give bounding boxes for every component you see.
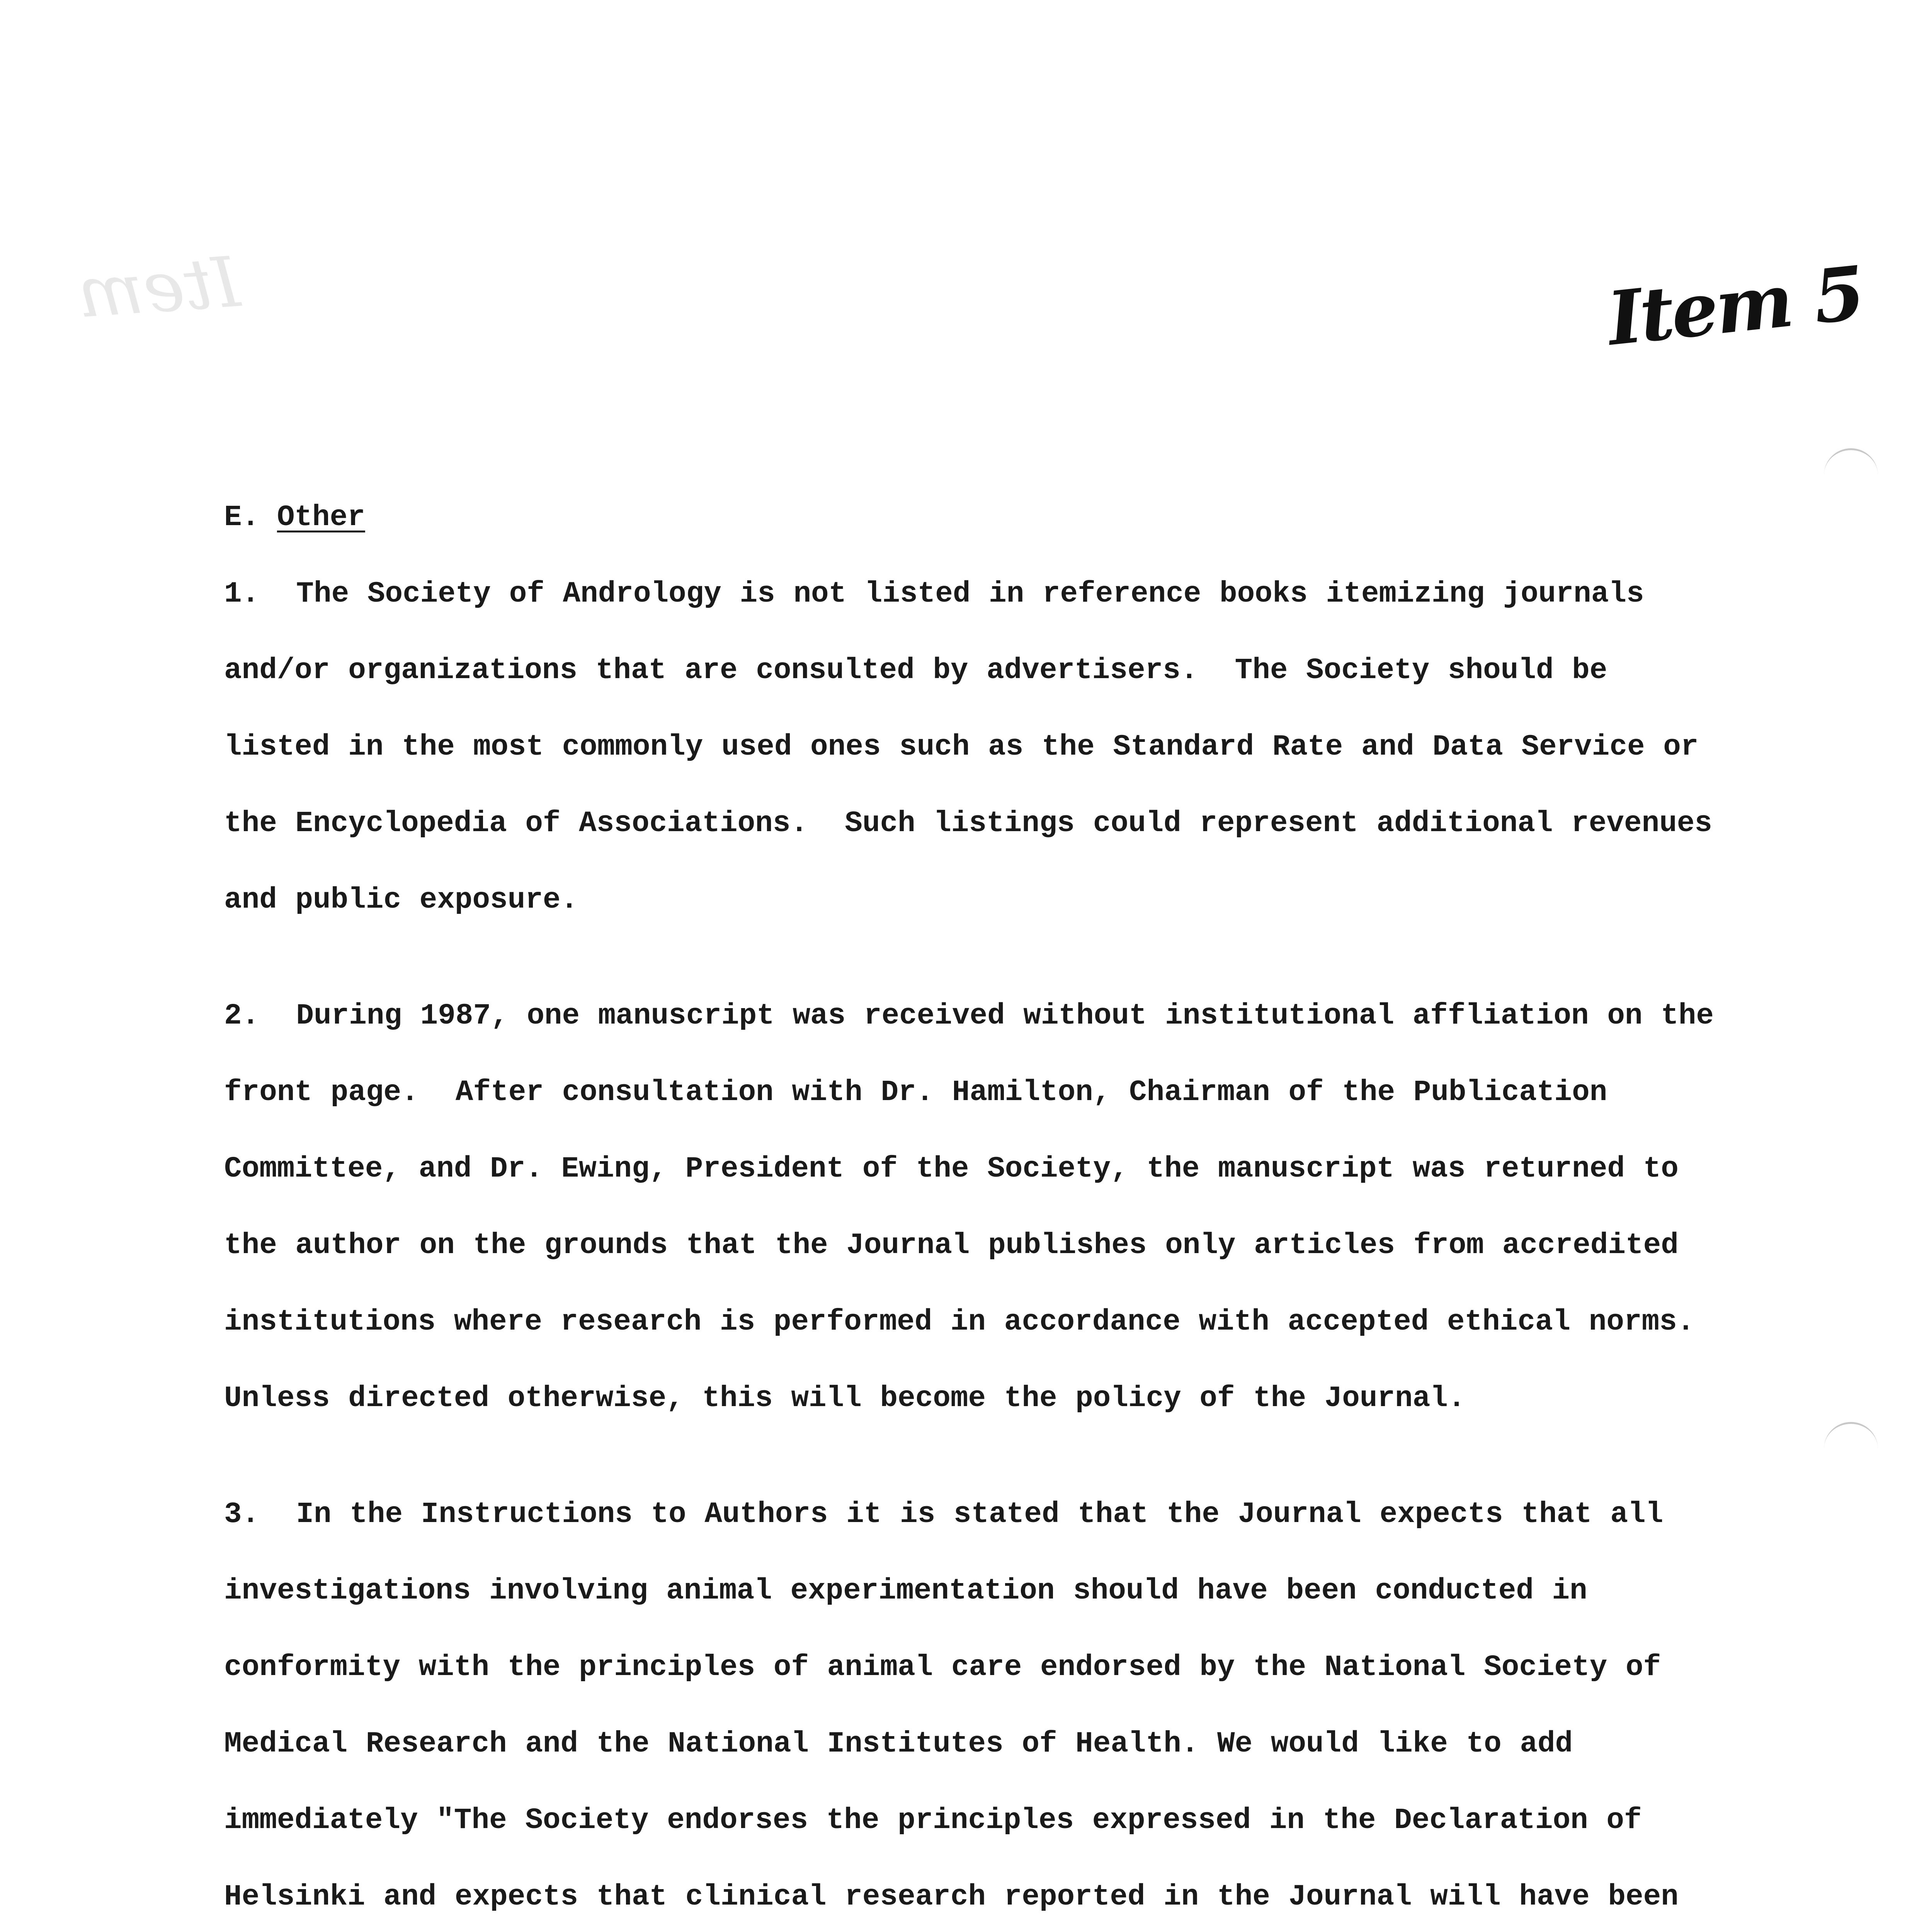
section-heading bbox=[224, 479, 1731, 556]
section-title: Other bbox=[277, 501, 365, 534]
bleed-through-mark: Item bbox=[75, 242, 243, 334]
paragraph-2: 2. During 1987, one manuscript was received without institutional affliation on the front page. After consultation with Dr. Hamilton, Chairman of the Publication Committee, and Dr. Ewing, President of the Society, the manuscript was returned to the author on the grounds that the Journal publishes only articles from accredited institutions where research is performed in accordance with accepted ethical norms. Unless directed otherwise, this will become the policy of the Journal. bbox=[224, 999, 1732, 1415]
paragraph-1: 1. The Society of Andrology is not listed in reference books itemizing journals and/or organizations that are consulted by advertisers. The Society should be listed in the most commonly used ones such as the Standard Rate and Data Service or the Encyclopedia of Associations. Such listings could represent additional revenues and public exposure. bbox=[224, 577, 1731, 917]
page-edge-mark bbox=[1824, 448, 1878, 477]
document-body bbox=[224, 479, 1731, 1932]
page-edge-mark bbox=[1824, 1422, 1878, 1451]
section-label: E. bbox=[224, 501, 260, 534]
handwritten-item-note: Item 5 bbox=[1604, 250, 1867, 362]
paragraph-3: 3. In the Instructions to Authors it is stated that the Journal expects that all investigations involving animal experimentation should have been conducted in conformity with the principles of animal care endorsed by the National Society of Medical Research and the National Institutes of Health. We would like to add immediately "The Society endorses the principles expressed in the Declaration of Helsinki and expects that clinical research reported in the Journal will have been bbox=[224, 1498, 1679, 1913]
